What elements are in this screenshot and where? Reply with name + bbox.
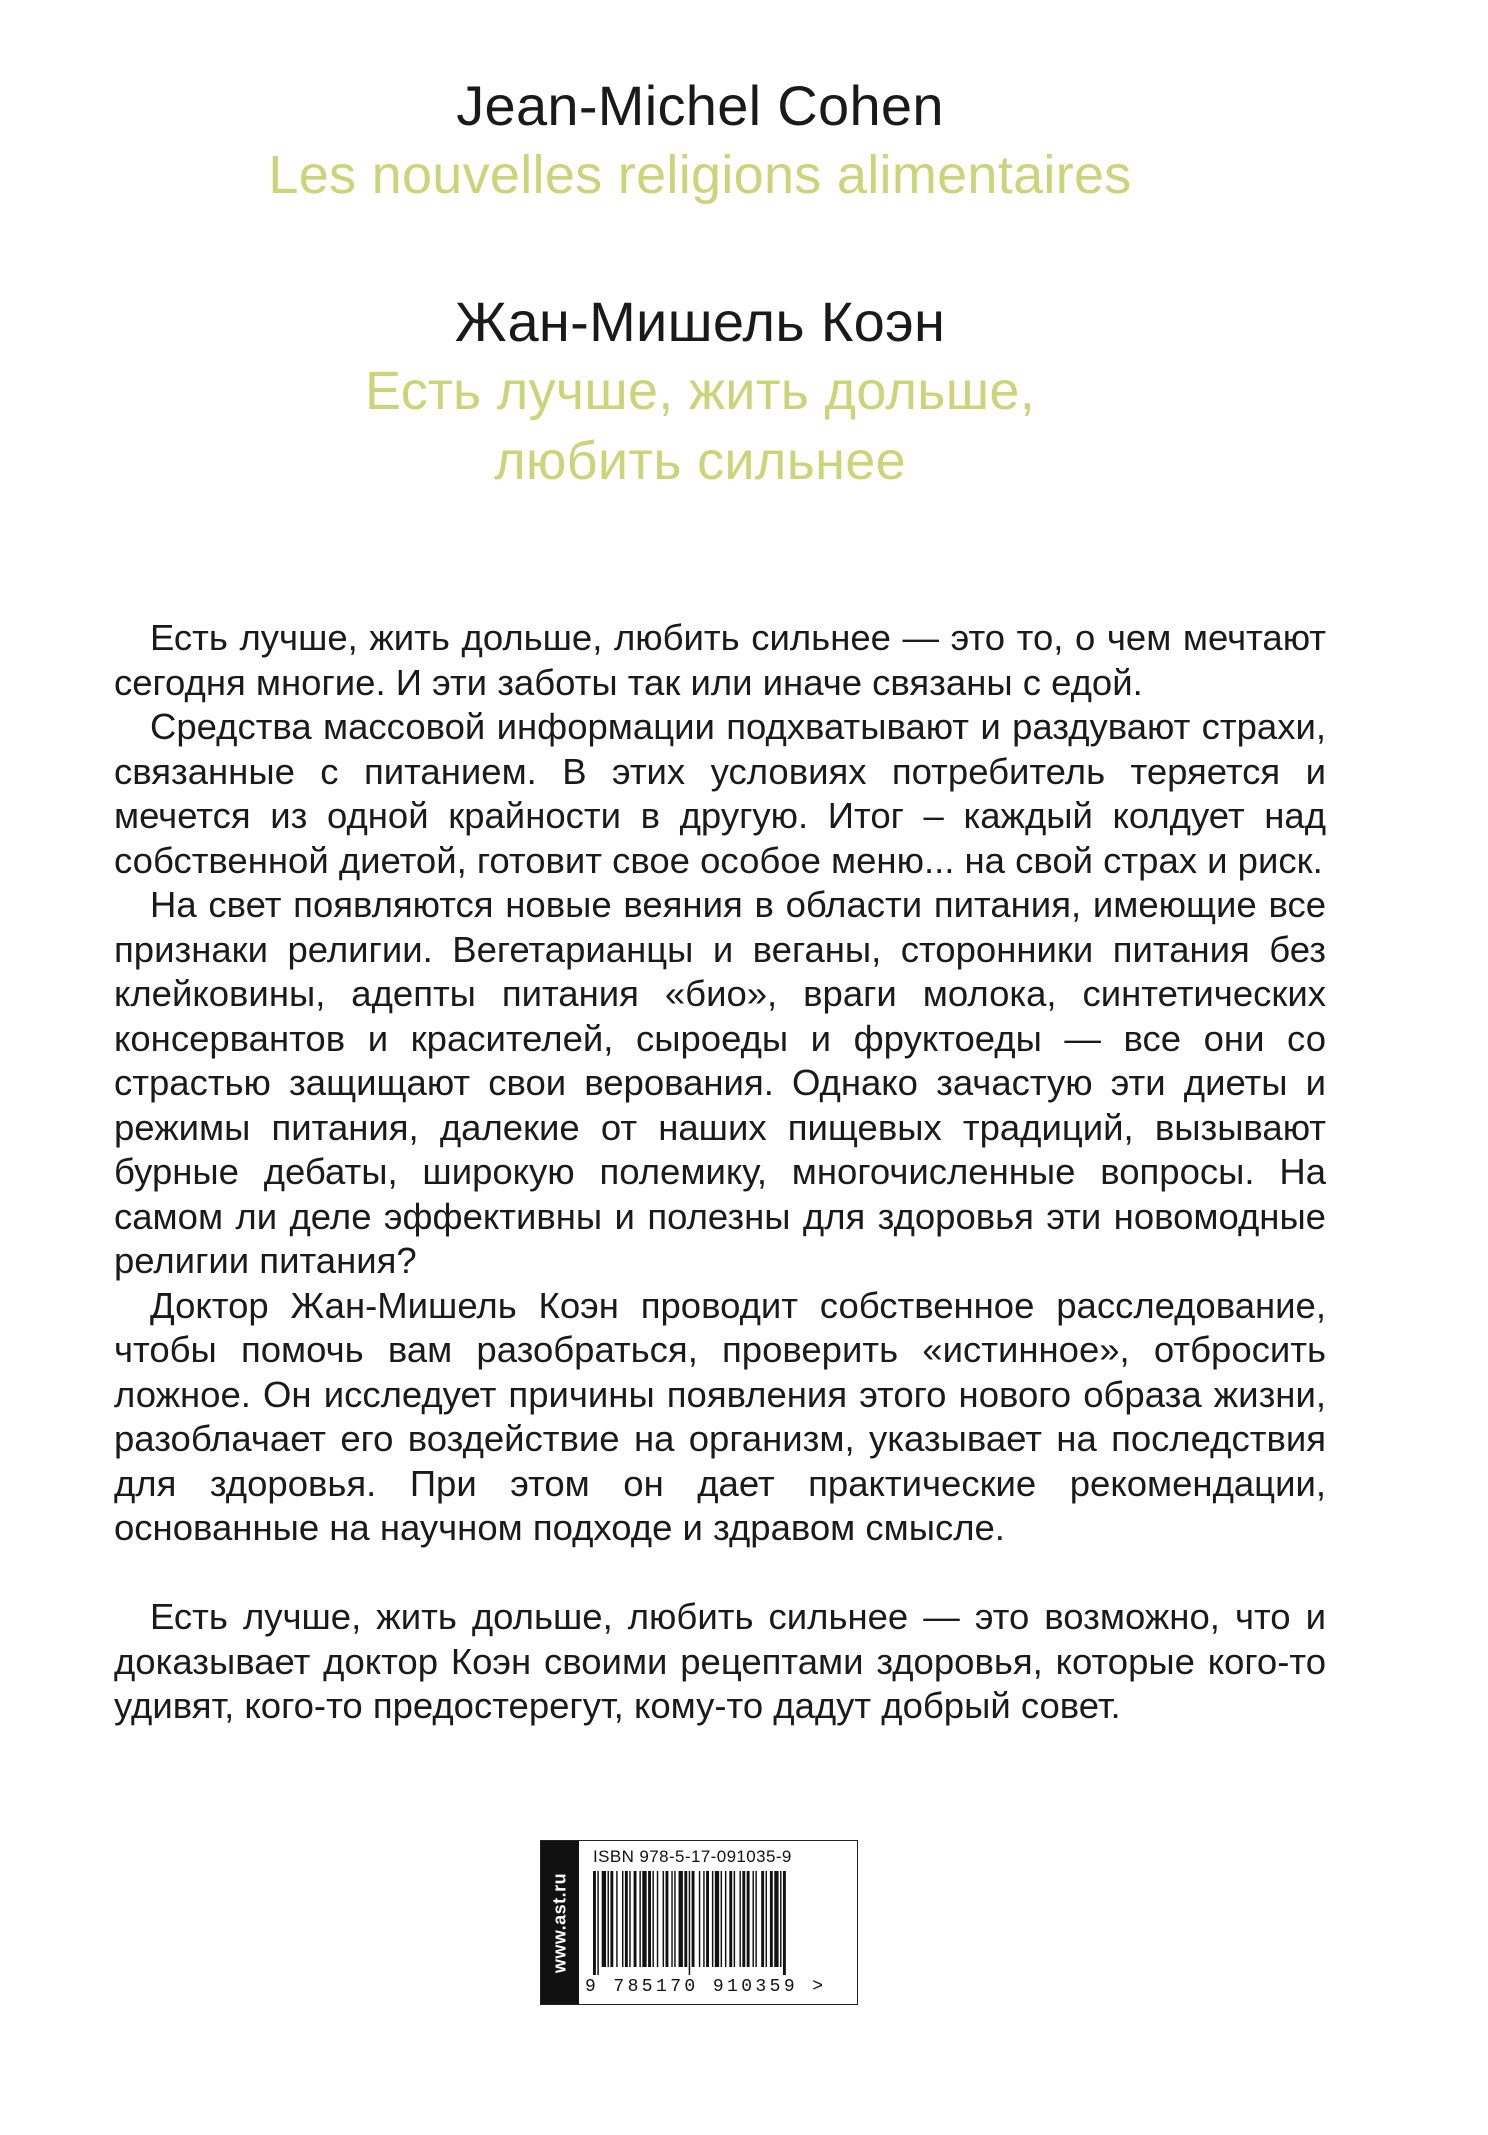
author-name-russian: Жан-Мишель Коэн — [454, 290, 946, 353]
french-header — [0, 72, 1400, 210]
barcode-label — [540, 1840, 858, 2005]
paragraph: Есть лучше, жить дольше, любить сильнее — это то, о чем мечтают сегодня многие. И эти заботы так или иначе связаны с едой. — [114, 617, 1326, 703]
barcode-icon — [589, 1871, 851, 1975]
paragraph: Есть лучше, жить дольше, любить сильнее — это возможно, что и доказывает доктор Коэн своими рецептами здоровья, которые кого-то удивят, кого-то предостерегут, кому-то дадут добрый совет. — [114, 1596, 1326, 1726]
isbn-number: ISBN 978-5-17-091035-9 — [593, 1847, 792, 1866]
annotation-text — [114, 616, 1326, 1729]
paragraph: На свет появляются новые веяния в области питания, имеющие все признаки религии. Вегетарианцы и веганы, сторонники питания без клейковины, адепты питания «био», враги молока, синтетических консервантов и красителей, сыроеды и фруктоеды — все они со страстью защищают свои верования. Однако зачастую эти диеты и режимы питания, далекие от наших пищевых традиций, вызывают бурные дебаты, широкую полемику, многочисленные вопросы. На самом ли деле эффективны и полезны для здоровья эти новомодные религии питания? — [114, 884, 1326, 1281]
publisher-site-strip — [541, 1841, 579, 2004]
publisher-site: www.ast.ru — [549, 1872, 570, 1973]
paragraph: Доктор Жан-Мишель Коэн проводит собственное расследование, чтобы помочь вам разобраться, проверить «истинное», отбросить ложное. Он исследует причины появления этого нового образа жизни, разоблачает его воздействие на организм, указывает на последствия для здоровья. При этом он дает практические рекомендации, основанные на научном подходе и здравом смысле. — [114, 1284, 1326, 1548]
russian-header — [0, 288, 1400, 496]
author-name-french: Jean-Michel Cohen — [456, 74, 944, 137]
book-title-russian: Есть лучше, жить дольше, любить сильнее — [365, 361, 1035, 491]
book-title-french: Les nouvelles religions alimentaires — [268, 145, 1132, 205]
paragraph: Средства массовой информации подхватывают и раздувают страхи, связанные с питанием. В этих условиях потребитель теряется и мечется из одной крайности в другую. Итог – каждый колдует над собственной диетой, готовит свое особое меню... на свой страх и риск. — [114, 706, 1326, 881]
barcode-digits: 9 785170 910359 > — [585, 1977, 827, 1997]
